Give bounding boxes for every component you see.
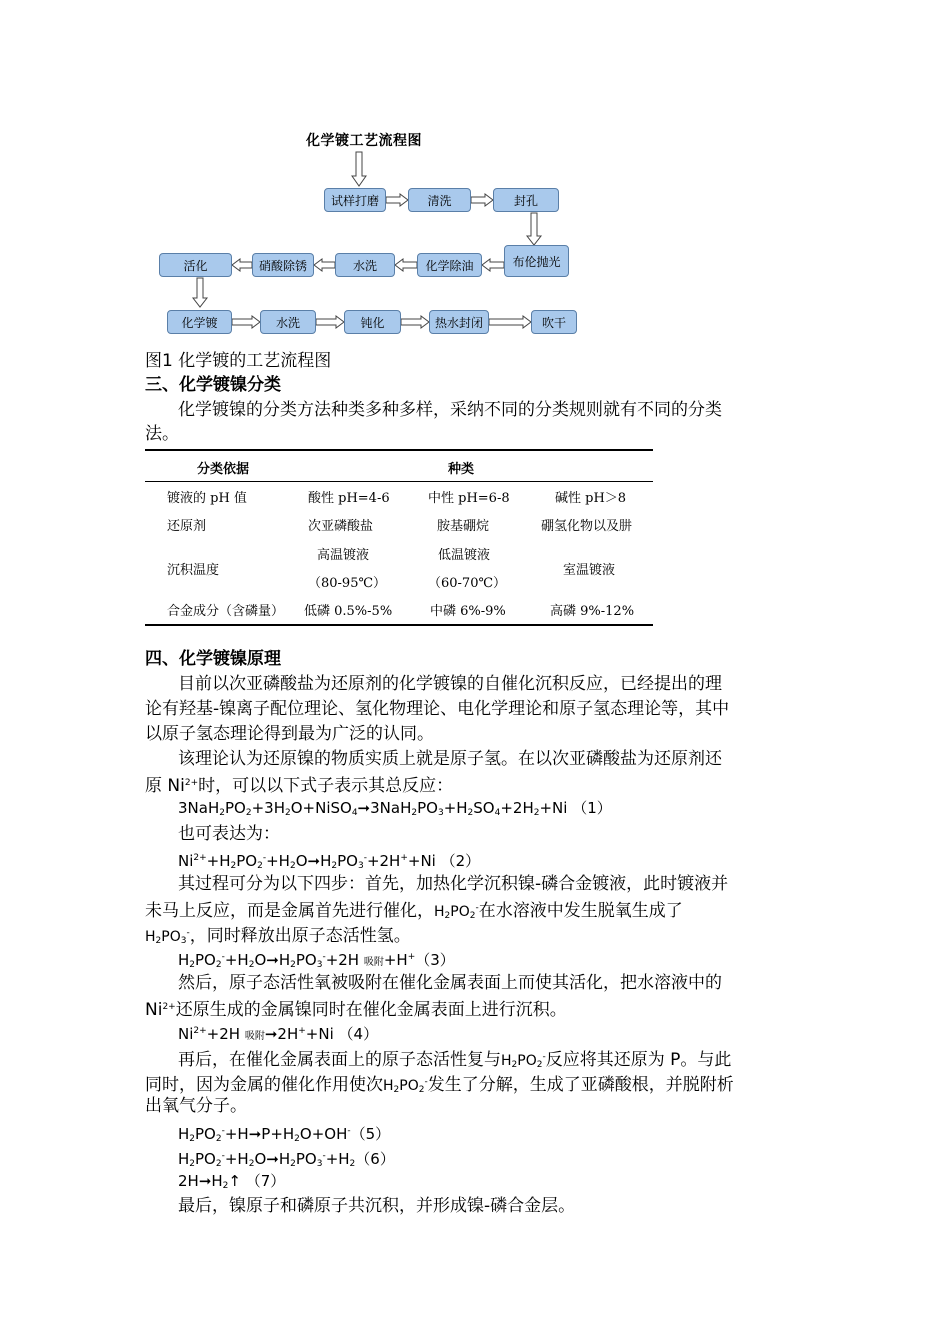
- equation-6: $H_2PO_2^-+H_2O➞H_2PO_3^-+H_2(6)$: [178, 1150, 395, 1169]
- section3-para-line2: 法。: [145, 424, 179, 444]
- p1-line1: 目前以次亚磷酸盐为还原剂的化学镀镍的自催化沉积反应，已经提出的理: [178, 674, 722, 694]
- equation-7: $2H➞H_2↑$ （7）: [178, 1172, 286, 1191]
- equation-1: $3NaH_2PO_2+3H_2O+NiSO_4➞3NaH_2PO_3+H_2SO_4+2H_2+Ni$ （1）: [178, 799, 612, 818]
- also-expressed-as: 也可表达为：: [178, 824, 280, 844]
- step-activation: 活化: [159, 253, 232, 277]
- p3-line1: 其过程可分为以下四步：首先，加热化学沉积镍-磷合金镀液，此时镀液并: [178, 874, 729, 894]
- process-flowchart: [0, 0, 950, 350]
- step-cloth-polishing: 布伦抛光: [504, 245, 569, 277]
- p5-line3: 出氧气分子。: [145, 1096, 247, 1116]
- table-row2-amine-borane: 胺基硼烷: [437, 519, 490, 534]
- table-header-rule: [145, 481, 653, 482]
- table-row3-label: 沉积温度: [167, 563, 220, 578]
- step-nitric-derusting: 硝酸除锈: [252, 253, 314, 277]
- table-header-types: 种类: [448, 462, 475, 477]
- step-sample-grinding: 试样打磨: [324, 188, 386, 212]
- p2-line2: 原 $Ni^{2+}$时，可以以下式子表示其总反应：: [145, 776, 454, 796]
- table-row2-hypophosphite: 次亚磷酸盐: [308, 519, 374, 534]
- table-row4-high-p: 高磷 9%-12%: [550, 604, 635, 619]
- p1-line2: 论有羟基-镍离子配位理论、氢化物理论、电化学理论和原子氢态理论等，其中: [145, 699, 730, 719]
- section3-para-line1: 化学镀镍的分类方法种类多种多样，采纳不同的分类规则就有不同的分类: [178, 400, 722, 420]
- equation-2: $Ni^{2+}+H_2PO_2^-+H_2O➞H_2PO_3^-+2H^++Ni$ （2）: [178, 852, 481, 871]
- table-bottom-rule: [145, 624, 653, 626]
- p6: 最后，镍原子和磷原子共沉积，并形成镍-磷合金层。: [178, 1196, 576, 1216]
- step-blow-dry: 吹干: [531, 310, 577, 334]
- table-row3-room-temp: 室温镀液: [563, 563, 616, 578]
- p2-line1: 该理论认为还原镍的物质实质上就是原子氢。在以次亚磷酸盐为还原剂还: [178, 749, 722, 769]
- p3-line3: $H_2PO_3^-$，同时释放出原子态活性氢。: [145, 926, 411, 946]
- step-water-wash-1: 水洗: [335, 253, 395, 277]
- table-row4-label: 合金成分（含磷量）: [167, 604, 285, 619]
- arrow-right-down: [527, 213, 541, 245]
- flowchart-arrows: [0, 0, 950, 350]
- p4-line2: $Ni^{2+}$还原生成的金属镍同时在催化金属表面上进行沉积。: [145, 1000, 567, 1020]
- p1-line3: 以原子氢态理论得到最为广泛的认同。: [145, 724, 434, 744]
- step-sealing: 封孔: [493, 188, 559, 212]
- step-rinse-1: 清洗: [408, 188, 471, 212]
- arrow-left-down: [193, 278, 207, 307]
- equation-5: $H_2PO_2^-+H➞P+H_2O+OH^-(5)$: [178, 1125, 391, 1144]
- p5-line2: 同时，因为金属的催化作用使次$H_2PO_2^-$发生了分解，生成了亚磷酸根，并脱附析: [145, 1075, 734, 1095]
- table-row1-label: 镀液的 pH 值: [167, 491, 247, 506]
- table-row3-high-range: （80-95℃）: [308, 576, 387, 591]
- table-row3-high-temp: 高温镀液: [317, 548, 370, 563]
- table-row1-alkaline: 碱性 pH＞8: [555, 491, 627, 506]
- table-row1-acid: 酸性 pH=4-6: [308, 491, 390, 506]
- table-top-rule: [145, 449, 653, 451]
- table-row3-low-temp: 低温镀液: [438, 548, 491, 563]
- step-passivation: 钝化: [344, 310, 401, 334]
- section4-heading: 四、化学镀镍原理: [145, 649, 281, 669]
- table-row3-low-range: （60-70℃）: [428, 576, 507, 591]
- p3-line2: 未马上反应，而是金属首先进行催化，$H_2PO_2^-$在水溶液中发生脱氧生成了: [145, 901, 683, 921]
- arrow-title-down: [352, 152, 366, 186]
- p4-line1: 然后，原子态活性氧被吸附在催化金属表面上而使其活化，把水溶液中的: [178, 973, 722, 993]
- table-row2-borohydride: 硼氢化物以及肼: [541, 519, 633, 534]
- flowchart-title: 化学镀工艺流程图: [306, 133, 422, 149]
- step-water-wash-2: 水洗: [260, 310, 316, 334]
- step-electroless-plating: 化学镀: [167, 310, 232, 334]
- table-row2-label: 还原剂: [167, 519, 207, 534]
- step-chemical-degreasing: 化学除油: [417, 253, 482, 277]
- step-hot-water-seal: 热水封闭: [429, 310, 489, 334]
- table-row4-low-p: 低磷 0.5%-5%: [304, 604, 393, 619]
- table-row1-neutral: 中性 pH=6-8: [428, 491, 510, 506]
- p5-line1: 再后，在催化金属表面上的原子态活性复与$H_2PO_2^-$反应将其还原为 P。与此: [178, 1050, 732, 1070]
- table-header-basis: 分类依据: [197, 462, 250, 477]
- section3-heading: 三、化学镀镍分类: [145, 375, 281, 395]
- table-row4-mid-p: 中磷 6%-9%: [430, 604, 506, 619]
- figure-caption: 图1 化学镀的工艺流程图: [145, 351, 332, 371]
- equation-3: $H_2PO_2^-+H_2O➞H_2PO_3^-+2H$ 吸附+H+（3）: [178, 951, 455, 970]
- equation-4: $Ni^{2+}+2H$ 吸附➞2H++Ni （4）: [178, 1025, 379, 1043]
